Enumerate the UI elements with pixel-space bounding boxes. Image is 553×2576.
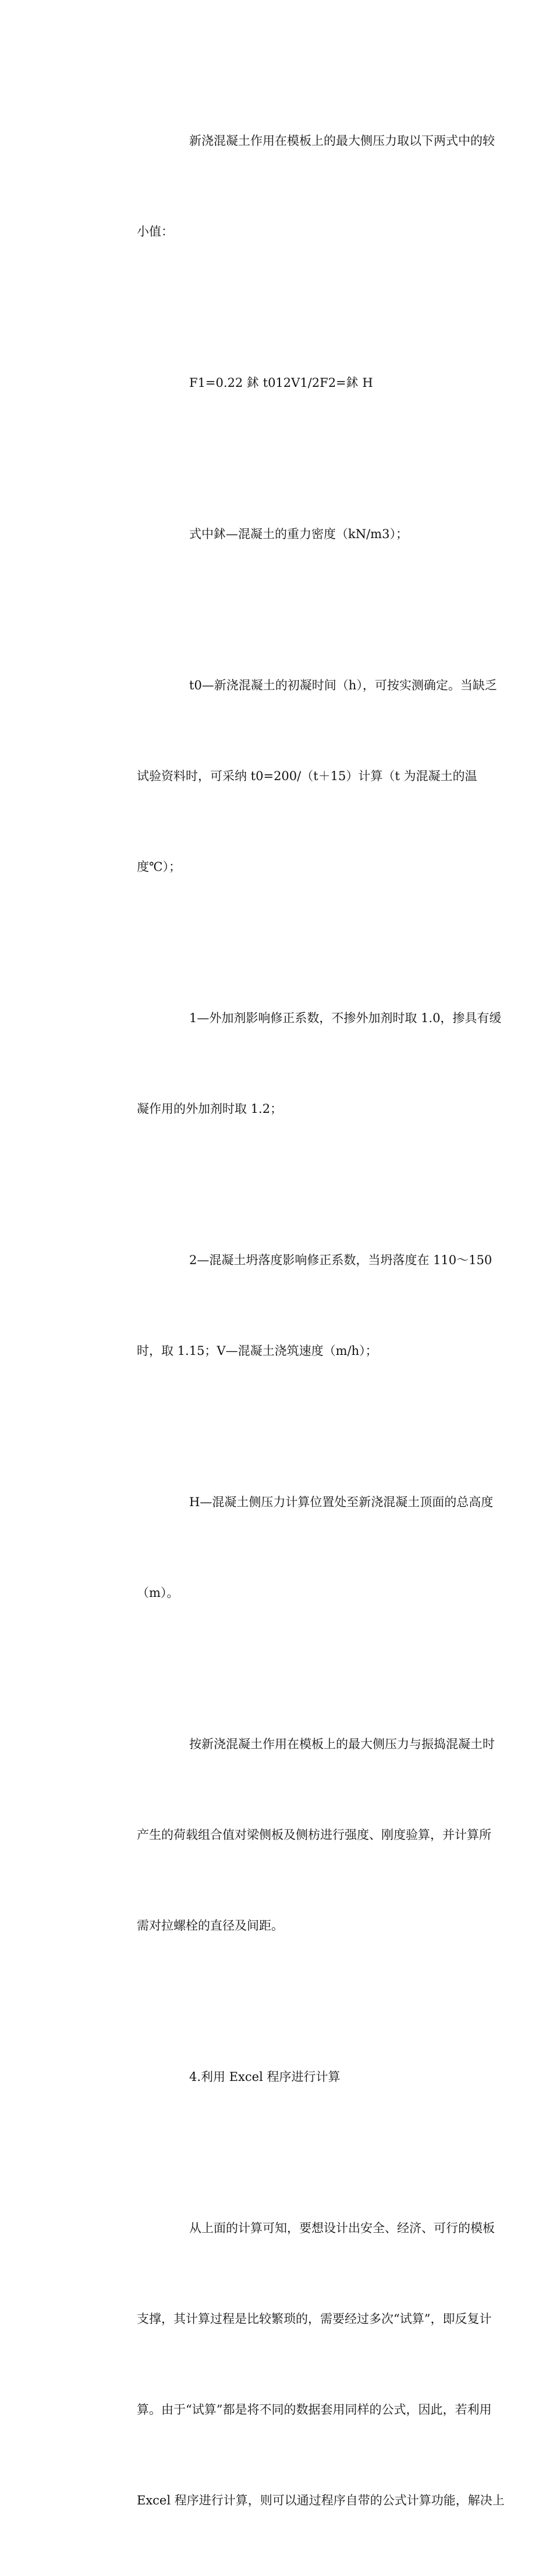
text-line: 4.利用 Excel 程序进行计算 bbox=[189, 2070, 341, 2084]
text-line: F1=0.22 鉥 t012V1/2F2=鉥 H bbox=[189, 376, 373, 390]
text-line: （m）。 bbox=[137, 1586, 179, 1600]
text-line: Excel 程序进行计算，则可以通过程序自带的公式计算功能，解决上 bbox=[137, 2493, 505, 2507]
text-line: 度℃）； bbox=[137, 860, 181, 874]
text-line: H—混凝土侧压力计算位置处至新浇混凝土顶面的总高度 bbox=[189, 1495, 494, 1509]
text-line: 按新浇混凝土作用在模板上的最大侧压力与振捣混凝土时 bbox=[189, 1737, 495, 1751]
text-line: 凝作用的外加剂时取 1.2； bbox=[137, 1102, 283, 1116]
text-line: 时，取 1.15；V—混凝土浇筑速度（m/h）； bbox=[137, 1344, 378, 1358]
paragraph bbox=[84, 458, 474, 610]
text-line: 小值： bbox=[137, 225, 173, 239]
text-line: 2—混凝土坍落度影响修正系数，当坍落度在 110～150 bbox=[189, 1253, 492, 1267]
paragraph bbox=[84, 1426, 494, 1668]
paragraph bbox=[84, 2152, 505, 2576]
paragraph bbox=[84, 942, 502, 1184]
paragraph bbox=[84, 610, 497, 942]
text-line: 式中鉥—混凝土的重力密度（kN/m3）； bbox=[189, 527, 408, 541]
paragraph bbox=[84, 1184, 492, 1426]
text-line: 新浇混凝土作用在模板上的最大侧压力取以下两式中的较 bbox=[189, 134, 495, 148]
text-line: 支撑，其计算过程是比较繁琐的，需要经过多次“试算”，即反复计 bbox=[137, 2312, 492, 2326]
text-line: 产生的荷载组合值对梁侧板及侧枋进行强度、刚度验算，并计算所 bbox=[137, 1828, 491, 1842]
text-line: 1—外加剂影响修正系数，不掺外加剂时取 1.0，掺具有缓 bbox=[189, 1011, 502, 1025]
text-line: 算。由于“试算”都是将不同的数据套用同样的公式，因此，若利用 bbox=[137, 2403, 492, 2417]
formula-paragraph bbox=[84, 307, 474, 458]
paragraph bbox=[84, 1668, 495, 2001]
section-heading bbox=[84, 2001, 474, 2152]
paragraph bbox=[84, 65, 495, 307]
text-line: 试验资料时，可采纳 t0=200/（t＋15）计算（t 为混凝土的温 bbox=[137, 769, 477, 783]
body-text bbox=[84, 65, 505, 2576]
text-line: t0—新浇混凝土的初凝时间（h），可按实测确定。当缺乏 bbox=[189, 678, 497, 692]
text-line: 从上面的计算可知，要想设计出安全、经济、可行的模板 bbox=[189, 2221, 495, 2235]
text-line: 需对拉螺栓的直径及间距。 bbox=[137, 1919, 283, 1933]
